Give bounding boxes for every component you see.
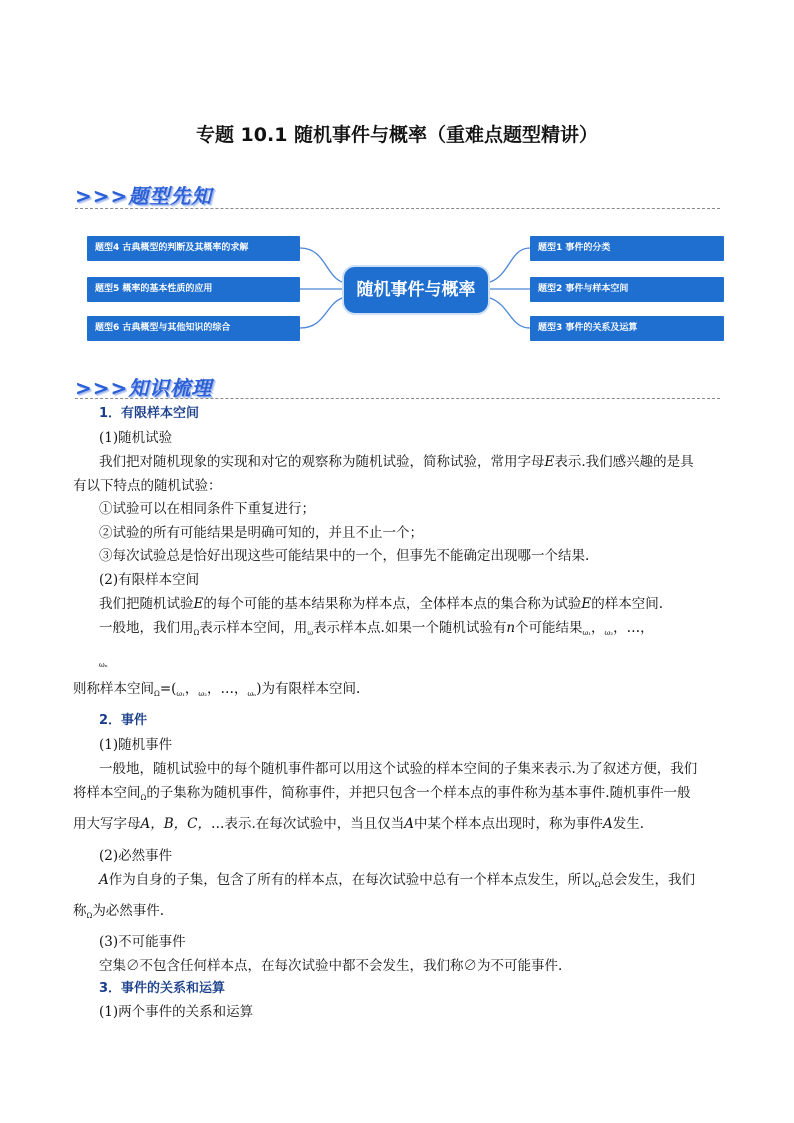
section-heading-2: 2．事件 xyxy=(99,713,148,728)
mindmap-topic-2: 题型2 事件与样本空间 xyxy=(530,277,724,302)
subheading-impossible-event: (3)不可能事件 xyxy=(99,934,186,950)
paragraph-line: 一般地，随机试验中的每个随机事件都可以用这个试验的样本空间的子集来表示.为了叙述方便，我们 xyxy=(99,761,698,777)
subheading-random-event: (1)随机事件 xyxy=(99,737,173,753)
section-banner-knowledge: >>>知识梳理 xyxy=(75,376,213,400)
subheading-random-experiment: (1)随机试验 xyxy=(99,430,173,446)
subheading-sample-space: (2)有限样本空间 xyxy=(99,572,200,588)
connector-left-3 xyxy=(300,298,342,328)
list-item: ③每次试验总是恰好出现这些可能结果中的一个，但事先不能确定出现哪一个结果. xyxy=(99,548,590,564)
paragraph-line: 空集∅不包含任何样本点，在每次试验中都不会发生，我们称∅为不可能事件. xyxy=(99,958,563,974)
list-item: ①试验可以在相同条件下重复进行； xyxy=(99,501,315,517)
mindmap-center: 随机事件与概率 xyxy=(342,265,490,315)
paragraph-line: 我们把对随机现象的实现和对它的观察称为随机试验，简称试验，常用字母E表示.我们感兴趣的是具 xyxy=(99,454,694,470)
mindmap-topic-4: 题型4 古典概型的判断及其概率的求解 xyxy=(87,236,300,261)
paragraph-line: 一般地，我们用$_\Omega$表示样本空间，用$_\omega$表示样本点.如果一个随机试验有n个可能结果$_{\omega_1}$，$_{\omega_2}$，…， xyxy=(99,620,654,637)
mindmap-topic-3: 题型3 事件的关系及运算 xyxy=(530,316,724,341)
paragraph-line: 我们把随机试验E的每个可能的基本结果称为样本点，全体样本点的集合称为试验E的样本空间. xyxy=(99,596,664,612)
section-banner-overview: >>>题型先知 xyxy=(75,184,213,208)
divider xyxy=(75,398,720,399)
subheading-certain-event: (2)必然事件 xyxy=(99,848,173,864)
connector-right-3 xyxy=(490,298,530,328)
list-item: ②试验的所有可能结果是明确可知的，并且不止一个； xyxy=(99,525,423,541)
paragraph-line: 则称样本空间$_\Omega=(_{\omega_1}$，$_{\omega_2}$，…，$_{\omega_n}$)为有限样本空间. xyxy=(73,681,361,698)
connector-left-1 xyxy=(300,248,342,282)
mindmap-topic-6: 题型6 古典概型与其他知识的综合 xyxy=(87,316,300,341)
page-title: 专题 10.1 随机事件与概率（重难点题型精讲） xyxy=(195,124,599,146)
paragraph-line: 有以下特点的随机试验： xyxy=(73,478,222,494)
paragraph-line: ωₙ xyxy=(99,661,108,669)
mindmap-topic-5: 题型5 概率的基本性质的应用 xyxy=(87,277,300,302)
section-heading-1: 1．有限样本空间 xyxy=(99,406,200,421)
mindmap-topic-1: 题型1 事件的分类 xyxy=(530,236,724,261)
paragraph-line: A作为自身的子集，包含了所有的样本点，在每次试验中总有一个样本点发生，所以$_\Omega$总会发生，我们 xyxy=(99,872,696,889)
section-heading-3: 3．事件的关系和运算 xyxy=(99,981,226,996)
paragraph-line: 将样本空间$_\Omega$的子集称为随机事件，简称事件，并把只包含一个样本点的事件称为基本事件.随机事件一般 xyxy=(73,785,691,802)
paragraph-line: 称$_\Omega$为必然事件. xyxy=(73,903,165,920)
connector-right-1 xyxy=(490,248,530,282)
subheading-relations: (1)两个事件的关系和运算 xyxy=(99,1004,254,1020)
paragraph-line: 用大写字母A，B，C，…表示.在每次试验中，当且仅当A中某个样本点出现时，称为事件A发生. xyxy=(73,816,645,832)
